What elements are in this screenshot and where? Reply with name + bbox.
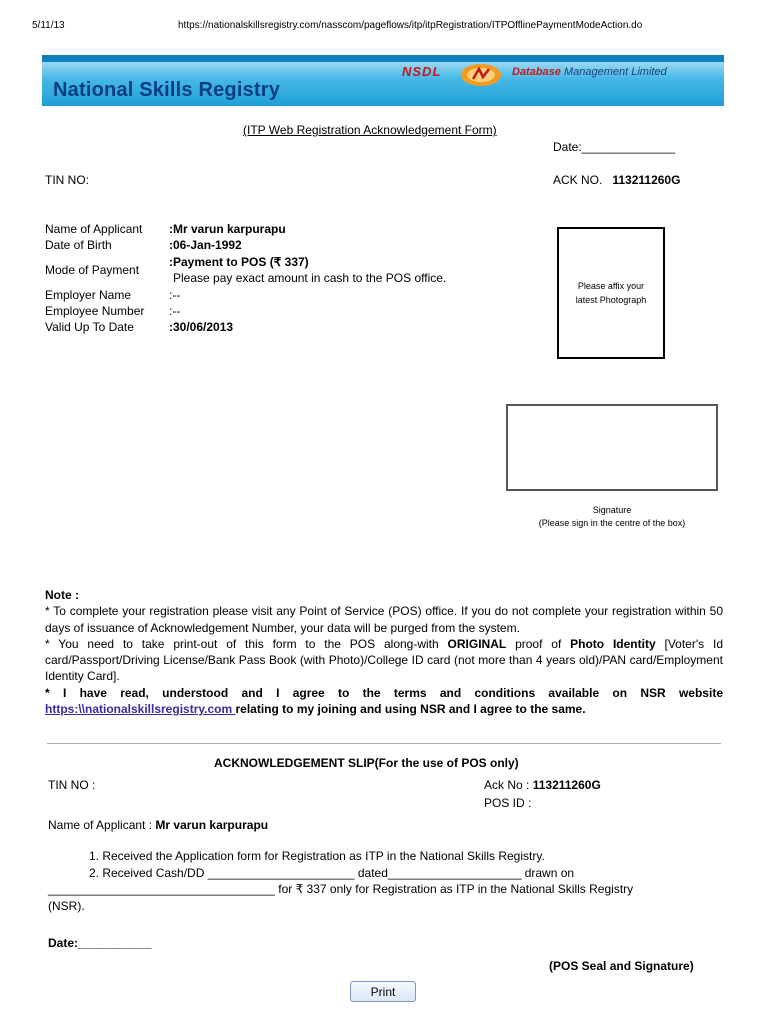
- nsdl-tagline: Database Management Limited: [512, 66, 667, 78]
- slip-pos-id: POS ID :: [484, 796, 532, 810]
- payment-mode-label: Mode of Payment: [45, 263, 140, 277]
- photo-box-text: Please affix your latest Photograph: [575, 281, 647, 305]
- signature-caption: [506, 504, 718, 530]
- slip-tin-label: TIN NO :: [48, 778, 96, 792]
- form-title: (ITP Web Registration Acknowledgement Form): [243, 123, 497, 137]
- notes-section: [45, 587, 723, 717]
- print-date: 5/11/13: [32, 20, 65, 31]
- tin-label: TIN NO:: [45, 173, 89, 187]
- signature-box: [506, 404, 718, 491]
- section-divider: [47, 743, 721, 744]
- valid-up-to-label: Valid Up To Date: [45, 320, 134, 334]
- slip-date: Date:___________: [48, 936, 152, 950]
- signature-hint: (Please sign in the centre of the box): [538, 518, 686, 528]
- note-1: * To complete your registration please visit any Point of Service (POS) office. If you do not complete your registration within 50 days of issuance of Acknowledgement Number, your data will be purged from the system.: [45, 604, 723, 635]
- pos-seal-label: (POS Seal and Signature): [549, 959, 694, 973]
- banner-strip: [42, 55, 724, 62]
- dob-value: :06-Jan-1992: [169, 238, 242, 252]
- slip-item-2-continued: __________________________________ for ₹ 337 only for Registration as ITP in the National Skills Registry: [48, 882, 634, 896]
- print-button[interactable]: Print: [350, 981, 416, 1002]
- nsr-banner: [42, 55, 724, 106]
- print-url: https://nationalskillsregistry.com/nasscom/pageflows/itp/itpRegistration/ITPOfflinePaymentModeAction.do: [178, 20, 643, 31]
- employer-value: :--: [169, 288, 181, 302]
- employee-number-value: :--: [169, 304, 181, 318]
- applicant-name-value: :Mr varun karpurapu: [169, 222, 286, 236]
- slip-ack-number: Ack No : 113211260G: [484, 778, 601, 792]
- slip-applicant: Name of Applicant : Mr varun karpurapu: [48, 818, 269, 832]
- note-3: * I have read, understood and I agree to the terms and conditions available on NSR website https:\\nationalskillsregistry.com relating to my joining and using NSR and I agree to the same.: [45, 685, 723, 717]
- slip-item-2-end: (NSR).: [48, 899, 85, 913]
- slip-item-1: 1. Received the Application form for Registration as ITP in the National Skills Registry.: [89, 849, 545, 863]
- photo-box: [557, 227, 665, 359]
- slip-title: ACKNOWLEDGEMENT SLIP(For the use of POS only): [214, 756, 519, 770]
- payment-note: Please pay exact amount in cash to the POS office.: [173, 271, 447, 285]
- banner-title: National Skills Registry: [53, 79, 281, 101]
- nsr-website-link[interactable]: https:\\nationalskillsregistry.com: [45, 702, 236, 717]
- employee-number-label: Employee Number: [45, 304, 145, 318]
- signature-label: Signature: [592, 505, 632, 515]
- applicant-name-label: Name of Applicant: [45, 222, 143, 236]
- payment-mode-value: :Payment to POS (₹ 337): [169, 255, 309, 269]
- valid-up-to-value: :30/06/2013: [169, 320, 234, 334]
- employer-label: Employer Name: [45, 288, 132, 302]
- slip-item-2: 2. Received Cash/DD ______________________ dated____________________ drawn on: [89, 866, 575, 880]
- nsdl-wordmark: NSDL: [402, 64, 442, 79]
- form-date-field: Date:______________: [553, 140, 676, 154]
- dob-label: Date of Birth: [45, 238, 112, 252]
- note-2: * You need to take print-out of this form to the POS along-with ORIGINAL proof of Photo Identity [Voter's Id card/Passport/Driving License/Bank Pass Book (with Photo)/College ID card (not more than 4 years old)/PAN card/Employment Identity Card].: [45, 636, 723, 684]
- ack-number: ACK NO. 113211260G: [553, 173, 681, 187]
- nsdl-logo-icon: [451, 60, 503, 88]
- notes-heading: Note :: [45, 588, 79, 602]
